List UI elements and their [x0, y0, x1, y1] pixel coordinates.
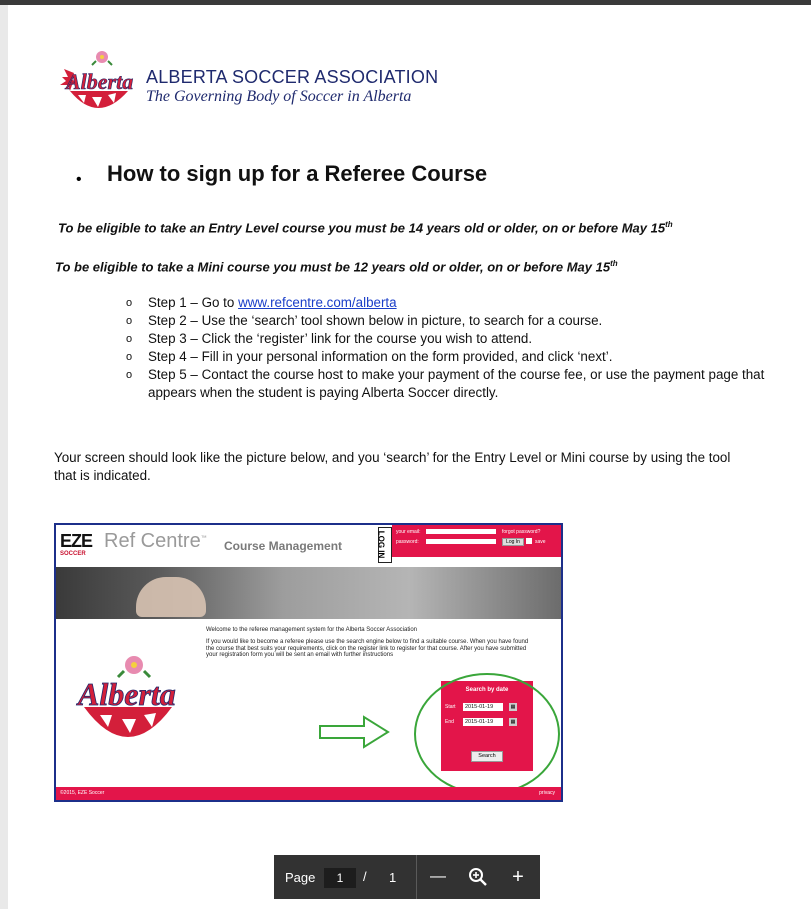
email-label: your email: [396, 529, 421, 535]
screen-note: Your screen should look like the picture below, and you ‘search’ for the Entry Level or Mini course by using the tool that is indicated. [54, 450, 731, 483]
document-page [8, 5, 811, 909]
eze-logo: EZE [60, 531, 93, 551]
login-box [392, 525, 561, 557]
start-date-field: 2015-01-19 [463, 703, 503, 711]
welcome-text: Welcome to the referee management system for the Alberta Soccer Association [206, 627, 417, 633]
magnifier-plus-icon [468, 867, 488, 887]
list-marker-icon: o [126, 333, 133, 345]
footer-copyright: ©2015, EZE Soccer [60, 790, 105, 796]
calendar-icon: ▦ [510, 704, 516, 710]
email-field [426, 529, 496, 534]
save-label: save [535, 539, 546, 545]
refcentre-screenshot [54, 523, 563, 802]
alberta-soccer-logo [56, 47, 140, 117]
list-item: o Step 4 – Fill in your personal information on the form provided, and click ‘next’. [126, 349, 613, 364]
zoom-out-button[interactable]: — [430, 868, 446, 885]
hand-photo [136, 577, 206, 617]
org-name: ALBERTA SOCCER ASSOCIATION [146, 67, 439, 87]
pdf-toolbar [274, 855, 540, 899]
end-date-field: 2015-01-19 [463, 718, 503, 726]
refcentre-name: Ref Centre™ [104, 530, 207, 552]
course-management-label: Course Management [224, 539, 343, 553]
list-marker-icon: o [126, 369, 133, 381]
shot-footer [56, 787, 561, 800]
password-field [426, 539, 496, 544]
zoom-fit-button[interactable] [464, 863, 492, 891]
shot-header [56, 525, 561, 565]
list-item: o Step 5 – Contact the course host to make your payment of the course fee, or use the payment page that appears when the student is paying Alberta Soccer directly. [126, 367, 765, 400]
page-slash: / [363, 869, 367, 884]
photo-banner [56, 567, 561, 619]
end-label: End [445, 719, 454, 725]
refcentre-link[interactable]: www.refcentre.com/alberta [238, 295, 397, 310]
highlight-circle [414, 673, 560, 795]
logo-text: Alberta [78, 676, 176, 712]
zoom-in-button[interactable]: + [512, 866, 524, 888]
list-marker-icon: o [126, 315, 133, 327]
welcome-paragraph: If you would like to become a referee please use the search engine below to find a suitable course. When you have found the course that best suits your requirements, click on the register link to register for that course. After you have submitted your registration form you will be sent an email with further instructions [206, 639, 529, 658]
page-label: Page [285, 870, 316, 885]
page-number-input[interactable] [324, 868, 356, 888]
login-tab: LOG IN [378, 527, 392, 563]
list-item: o Step 3 – Click the ‘register’ link for the course you wish to attend. [126, 331, 533, 346]
forgot-password-link: forgot password? [502, 529, 541, 535]
steps-list [126, 294, 766, 402]
footer-privacy: privacy [539, 790, 555, 796]
eze-sub: SOCCER [60, 551, 86, 557]
arrow-right-icon [318, 715, 390, 749]
eligibility-mini: To be eligible to take a Mini course you must be 12 years old or older, on or before May 15th [55, 259, 618, 275]
shot-body [56, 619, 561, 789]
list-item: o Step 2 – Use the ‘search’ tool shown below in picture, to search for a course. [126, 313, 603, 328]
password-label: password: [396, 539, 419, 545]
list-marker-icon: o [126, 351, 133, 363]
org-tagline: The Governing Body of Soccer in Alberta [146, 88, 412, 105]
total-pages: 1 [389, 870, 397, 885]
logo-text: Alberta [66, 69, 134, 94]
start-label: Start [445, 704, 456, 710]
eligibility-entry-level: To be eligible to take an Entry Level course you must be 14 years old or older, on or before May 15th [58, 220, 673, 236]
search-title: Search by date [465, 687, 509, 693]
save-checkbox [526, 538, 532, 544]
login-button: Log In [502, 538, 524, 546]
list-item: o Step 1 – Go to www.refcentre.com/alberta [126, 295, 397, 310]
list-marker-icon: o [126, 297, 133, 309]
search-button: Search [471, 751, 503, 762]
alberta-large-logo [72, 647, 184, 757]
calendar-icon: ▦ [510, 719, 516, 725]
viewer-left-gutter [0, 5, 8, 909]
heading-bullet: • [76, 171, 82, 188]
page-title: How to sign up for a Referee Course [107, 161, 488, 186]
toolbar-divider [416, 855, 417, 899]
